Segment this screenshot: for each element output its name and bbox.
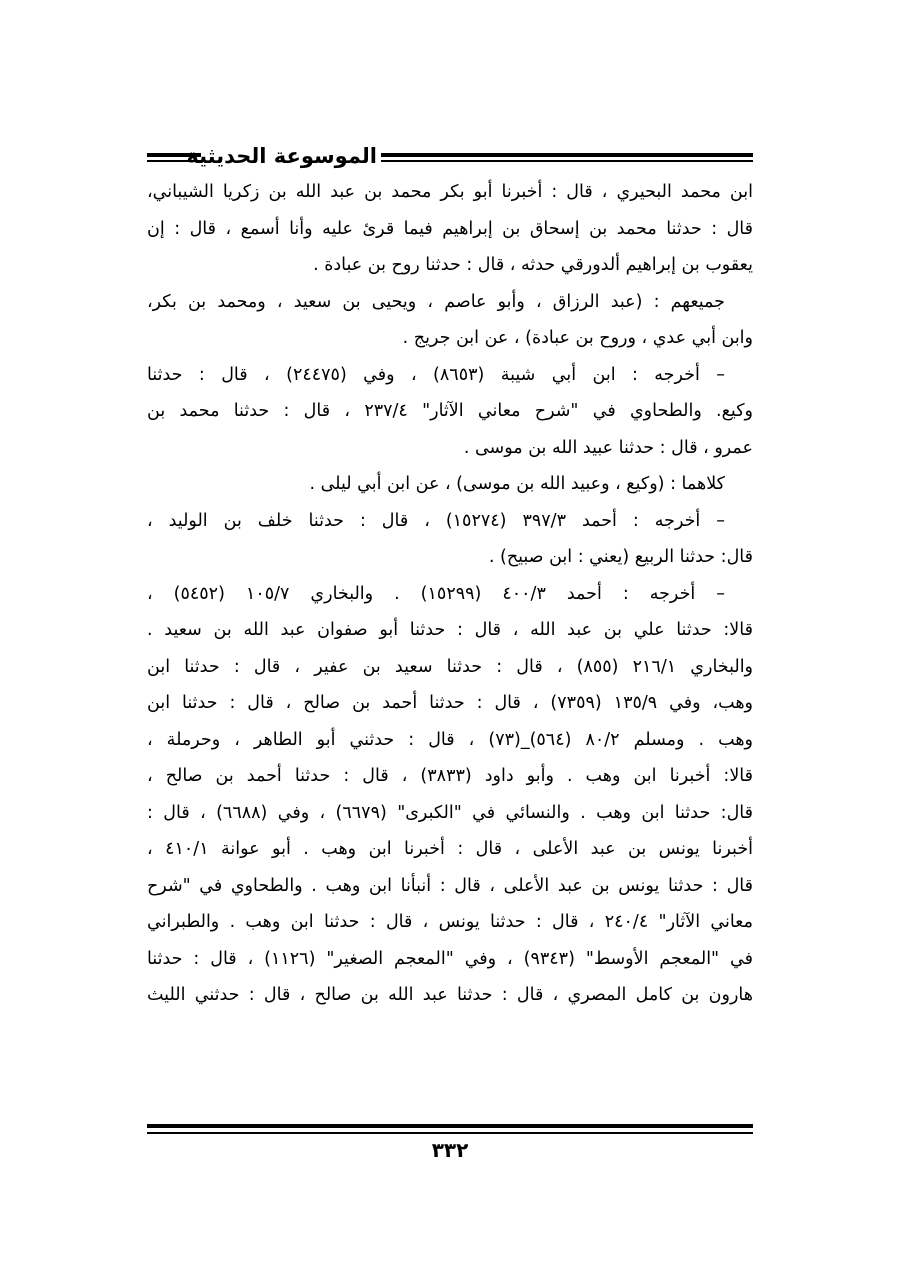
page-number: ٣٣٢ [431, 1138, 469, 1162]
text-line: في "المعجم الأوسط" (٩٣٤٣) ، وفي "المعجم الصغير" (١١٢٦) ، قال : حدثنا [147, 948, 753, 969]
text-line: يعقوب بن إبراهيم ألدورقي حدثه ، قال : حدثنا روح بن عبادة . [313, 255, 753, 275]
text-line: – أخرجه : أحمد ٤٠٠/٣ (١٥٢٩٩) . والبخاري ١٠٥/٧ (٥٤٥٢) ، [147, 583, 726, 604]
header-title: الموسوعة الحديثية [186, 144, 377, 168]
text-line: معاني الآثار" ٢٤٠/٤ ، قال : حدثنا يونس ، قال : حدثنا ابن وهب . والطبراني [147, 912, 753, 932]
text-line: قالا: أخبرنا ابن وهب . وأبو داود (٣٨٣٣) ، قال : حدثنا أحمد بن صالح ، [147, 766, 753, 786]
text-line: وهب، وفي ١٣٥/٩ (٧٣٥٩) ، قال : حدثنا أحمد بن صالح ، قال : حدثنا ابن [147, 693, 753, 713]
text-line: وابن أبي عدي ، وروح بن عبادة) ، عن ابن جريج . [402, 328, 753, 348]
text-line: وكيع. والطحاوي في "شرح معاني الآثار" ٢٣٧/٤ ، قال : حدثنا محمد بن [147, 401, 753, 421]
text-line: والبخاري ٢١٦/١ (٨٥٥) ، قال : حدثنا سعيد بن عفير ، قال : حدثنا ابن [147, 656, 753, 677]
text-line: – أخرجه : ابن أبي شيبة (٨٦٥٣) ، وفي (٢٤٤٧٥) ، قال : حدثنا [147, 364, 725, 385]
text-line: أخبرنا يونس بن عبد الأعلى ، قال : أخبرنا ابن وهب . أبو عوانة ٤١٠/١ ، [147, 839, 753, 859]
text-line: جميعهم : (عبد الرزاق ، وأبو عاصم ، ويحيى بن سعيد ، ومحمد بن بكر، [147, 291, 725, 312]
text-line: قال : حدثنا يونس بن عبد الأعلى ، قال : أنبأنا ابن وهب . والطحاوي في "شرح [147, 875, 753, 896]
header-rule-long [381, 153, 753, 162]
text-line: وهب . ومسلم ٨٠/٢ (٥٦٤)_(٧٣) ، قال : حدثني أبو الطاهر ، وحرملة ، [147, 729, 753, 750]
text-line: قال: حدثنا الربيع (يعني : ابن صبيح) . [488, 547, 753, 567]
text-line: قال : حدثنا محمد بن إسحاق بن إبراهيم فيما قرئ عليه وأنا أسمع ، قال : إن [147, 218, 753, 239]
text-line: عمرو ، قال : حدثنا عبيد الله بن موسى . [463, 437, 753, 458]
text-line: قال: حدثنا ابن وهب . والنسائي في "الكبرى" (٦٦٧٩) ، وفي (٦٦٨٨) ، قال : [147, 802, 753, 823]
text-line: قالا: حدثنا علي بن عبد الله ، قال : حدثنا أبو صفوان عبد الله بن سعيد . [147, 620, 753, 640]
text-line: ابن محمد البحيري ، قال : أخبرنا أبو بكر محمد بن عبد الله بن زكريا الشيباني، [147, 182, 753, 202]
text-line: – أخرجه : أحمد ٣٩٧/٣ (١٥٢٧٤) ، قال : حدثنا خلف بن الوليد ، [147, 510, 726, 531]
text-line: كلاهما : (وكيع ، وعبيد الله بن موسى) ، عن ابن أبي ليلى . [309, 474, 725, 494]
text-line: هارون بن كامل المصري ، قال : حدثنا عبد الله بن صالح ، قال : حدثني الليث [147, 985, 753, 1005]
body-text [147, 174, 753, 1014]
footer-rule [147, 1124, 753, 1134]
running-header [147, 140, 753, 172]
